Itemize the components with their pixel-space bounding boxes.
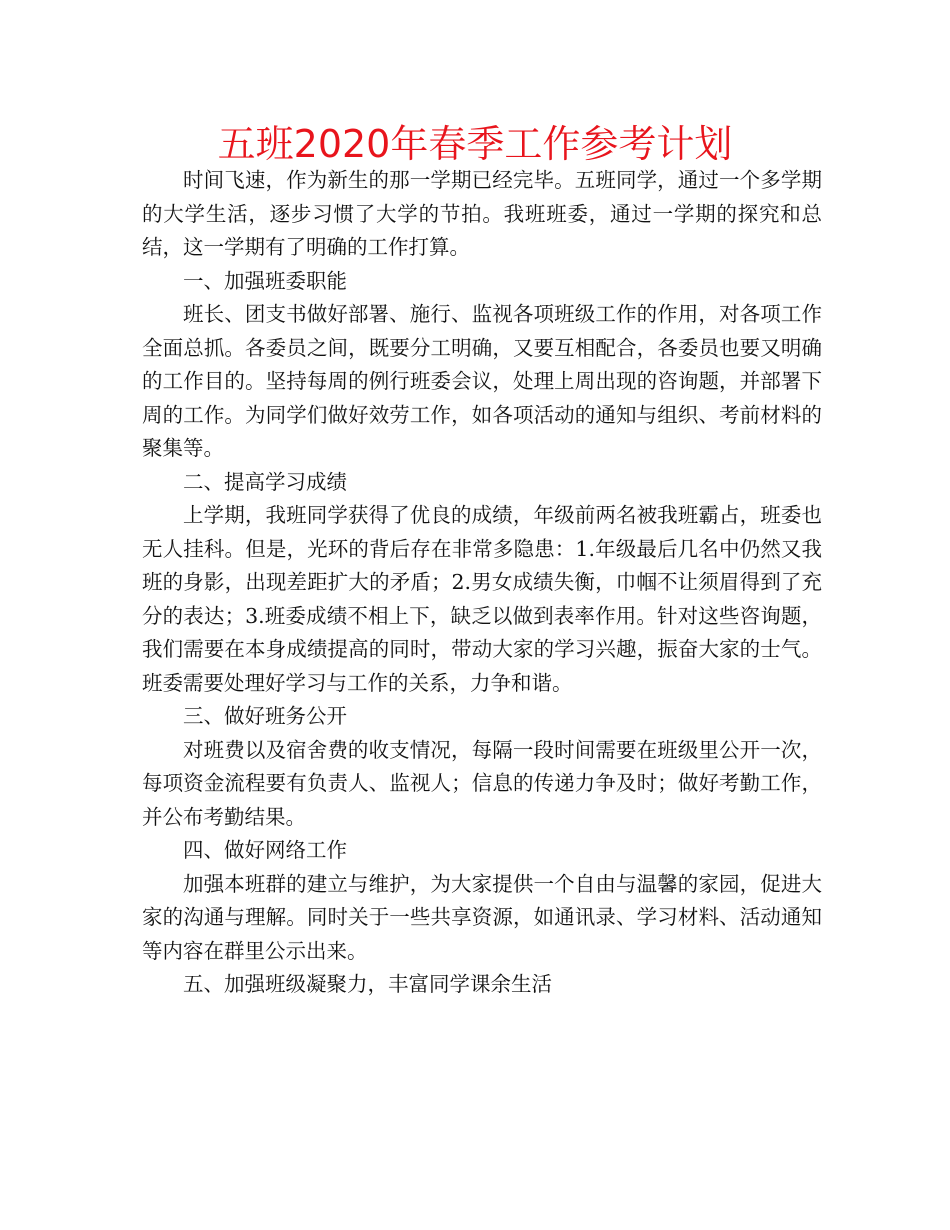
- intro-paragraph: 时间飞速，作为新生的那一学期已经完毕。五班同学，通过一个多学期的大学生活，逐步习惯了大学的节拍。我班班委，通过一学期的探究和总结，这一学期有了明确的工作打算。: [142, 168, 822, 259]
- section-heading-1: 一、加强班委职能: [183, 268, 347, 293]
- section-heading-4: 四、做好网络工作: [183, 838, 347, 862]
- section-heading-5: 五、加强班级凝聚力，丰富同学课余生活: [183, 972, 552, 996]
- section-paragraph-2: 上学期，我班同学获得了优良的成绩，年级前两名被我班霸占，班委也无人挂科。但是，光环的背后存在非常多隐患：1.年级最后几名中仍然又我班的身影，出现差距扩大的矛盾；2.男女成绩失衡，巾帼不让须眉得到了充分的表达；3.班委成绩不相上下，缺乏以做到表率作用。针对这些咨询题，我们需要在本身成绩提高的同时，带动大家的学习兴趣，振奋大家的士气。班委需要处理好学习与工作的关系，力争和谐。: [142, 503, 822, 695]
- section-paragraph-3: 对班费以及宿舍费的收支情况，每隔一段时间需要在班级里公开一次，每项资金流程要有负责人、监视人；信息的传递力争及时；做好考勤工作，并公布考勤结果。: [142, 737, 822, 829]
- document-body: [142, 164, 822, 1002]
- section-paragraph-1: 班长、团支书做好部署、施行、监视各项班级工作的作用，对各项工作全面总抓。各委员之间，既要分工明确，又要互相配合，各委员也要又明确的工作目的。坚持每周的例行班委会议，处理上周出现的咨询题，并部署下周的工作。为同学们做好效劳工作，如各项活动的通知与组织、考前材料的聚集等。: [142, 302, 822, 460]
- section-heading-2: 二、提高学习成绩: [183, 469, 347, 494]
- section-heading-3: 三、做好班务公开: [183, 704, 347, 728]
- document-title: 五班2020年春季工作参考计划: [217, 122, 733, 166]
- section-paragraph-4: 加强本班群的建立与维护，为大家提供一个自由与温馨的家园，促进大家的沟通与理解。同时关于一些共享资源，如通讯录、学习材料、活动通知等内容在群里公示出来。: [142, 871, 822, 963]
